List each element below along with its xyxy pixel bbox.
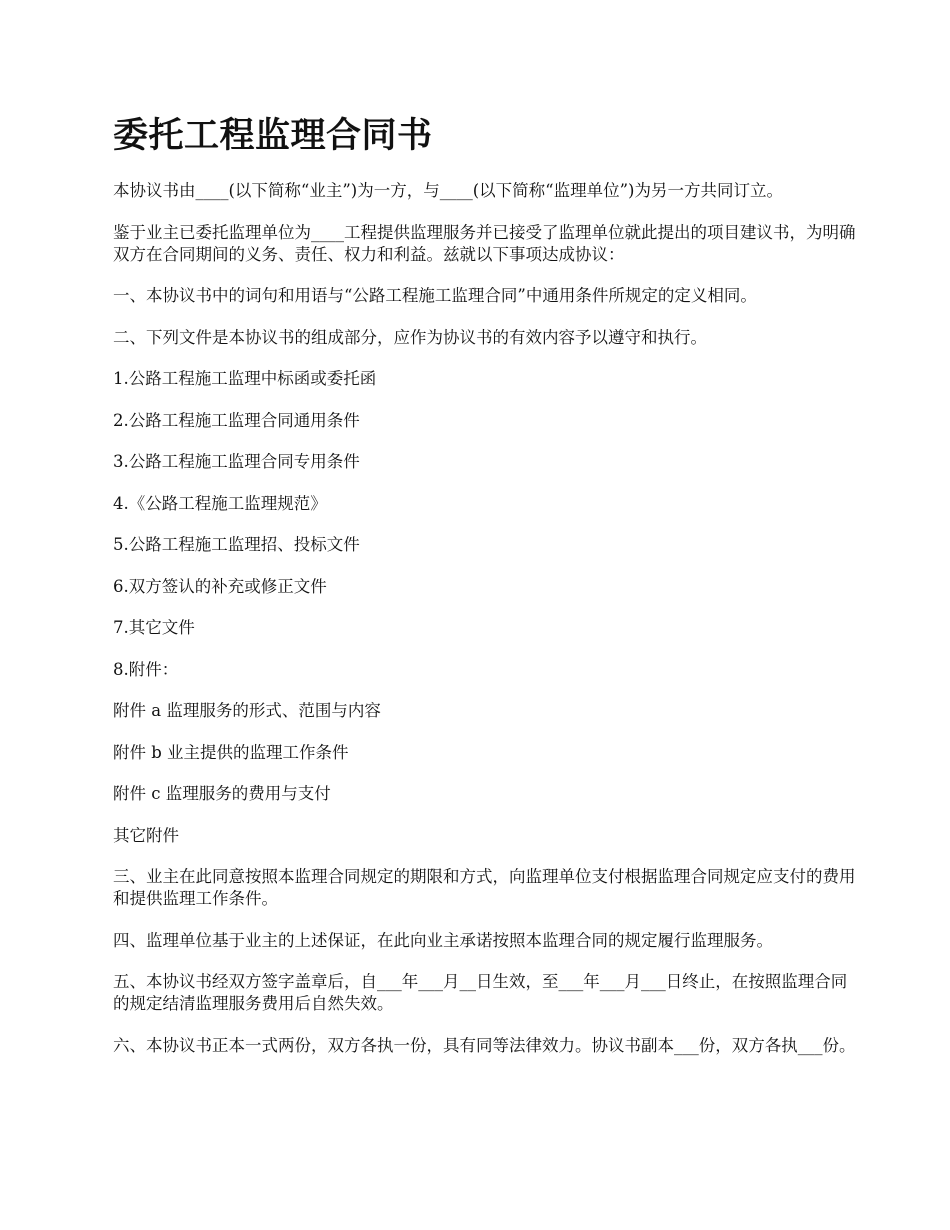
list-item: 其它附件	[113, 825, 179, 845]
paragraph-intro-purpose: 鉴于业主已委托监理单位为____工程提供监理服务并已接受了监理单位就此提出的项目建议书，为明确双方在合同期间的义务、责任、权力和利益。兹就以下事项达成协议：	[113, 222, 856, 264]
list-item: 8.附件：	[113, 659, 179, 679]
clause-three: 三、业主在此同意按照本监理合同规定的期限和方式，向监理单位支付根据监理合同规定应支付的费用和提供监理工作条件。	[113, 867, 856, 908]
list-item: 7.其它文件	[113, 618, 195, 637]
document-page	[113, 112, 858, 1076]
list-item: 附件 a 监理服务的形式、范围与内容	[113, 701, 381, 720]
document-title: 委托工程监理合同书	[113, 115, 433, 156]
list-item: 5.公路工程施工监理招、投标文件	[113, 535, 360, 554]
clause-four: 四、监理单位基于业主的上述保证，在此向业主承诺按照本监理合同的规定履行监理服务。	[113, 930, 773, 950]
list-item: 6.双方签认的补充或修正文件	[113, 576, 327, 596]
clause-six: 六、本协议书正本一式两份，双方各执一份，具有同等法律效力。协议书副本___份，双方各执___份。	[113, 1035, 856, 1055]
documents-list	[113, 368, 858, 847]
list-item: 附件 c 监理服务的费用与支付	[113, 784, 331, 803]
list-item: 1.公路工程施工监理中标函或委托函	[113, 369, 377, 388]
list-item: 附件 b 业主提供的监理工作条件	[113, 742, 349, 762]
list-item: 2.公路工程施工监理合同通用条件	[113, 410, 360, 430]
clause-five: 五、本协议书经双方签字盖章后，自___年___月__日生效，至___年___月___日终止，在按照监理合同的规定结清监理服务费用后自然失效。	[113, 972, 848, 1013]
clause-one: 一、本协议书中的词句和用语与“公路工程施工监理合同”中通用条件所规定的定义相同。	[113, 286, 757, 305]
list-item: 3.公路工程施工监理合同专用条件	[113, 452, 360, 471]
clause-two: 二、下列文件是本协议书的组成部分，应作为协议书的有效内容予以遵守和执行。	[113, 327, 707, 347]
list-item: 4.《公路工程施工监理规范》	[113, 493, 327, 513]
paragraph-intro-parties: 本协议书由____(以下简称“业主”)为一方，与____(以下简称“监理单位”)为另一方共同订立。	[113, 181, 783, 200]
